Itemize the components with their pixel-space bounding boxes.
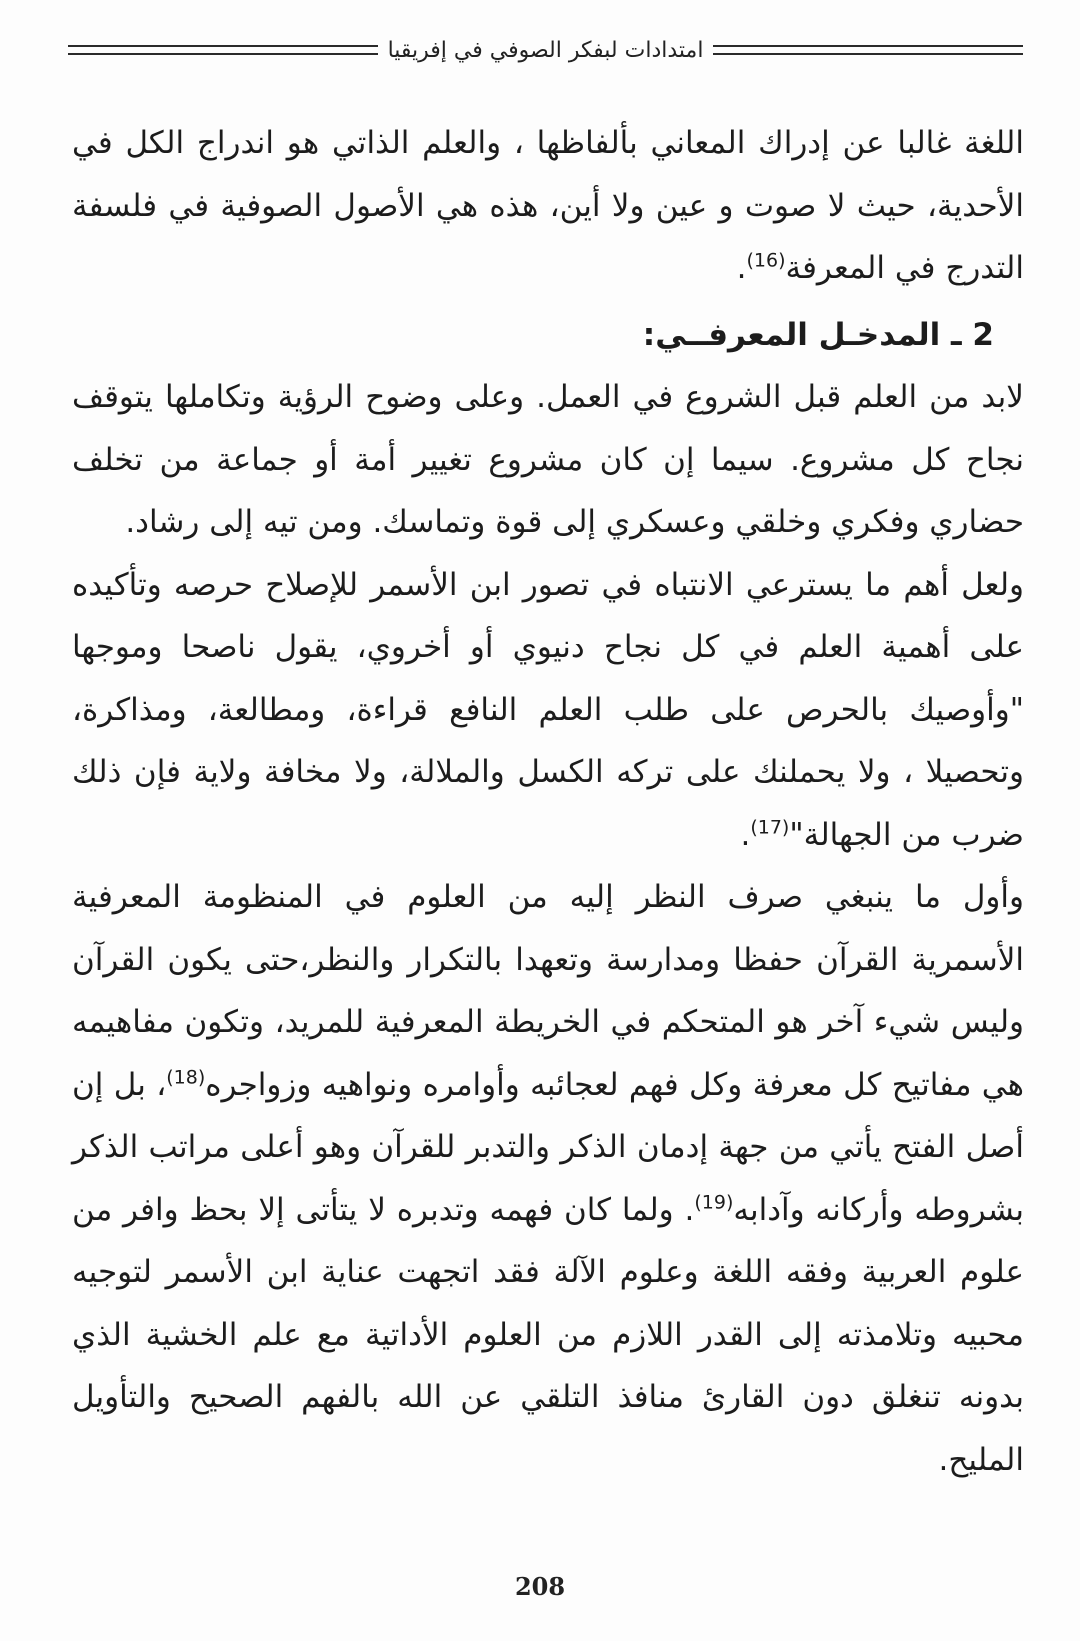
paragraph-4-part-3: . ولما كان فهمه وتدبره لا يتأتى إلا بحظ وافر من علوم العربية وفقه اللغة وعلوم الآلة فقد اتجهت عناية ابن الأسمر لتوجيه محبيه وتلامذته إلى القدر اللازم من العلوم الأداتية مع علم الخشية الذي بدونه تنغلق دون القارئ منافذ التلقي عن الله بالفهم الصحيح والتأويل المليح. bbox=[72, 1191, 1024, 1478]
body-text bbox=[72, 112, 1024, 1491]
paragraph-4-part-2: ، بل إن أصل الفتح يأتي من جهة إدمان الذكر والتدبر للقرآن وهو أعلى مراتب الذكر بشروطه وأركانه وآدابه bbox=[72, 1066, 1024, 1228]
section-heading: 2 ـ المدخـل المعرفــي: bbox=[642, 316, 994, 353]
footnote-ref-19: (19) bbox=[694, 1191, 734, 1214]
paragraph-1-end: . bbox=[736, 250, 747, 286]
running-header bbox=[68, 30, 1023, 70]
footnote-ref-16: (16) bbox=[746, 249, 786, 272]
paragraph-4 bbox=[72, 866, 1024, 1491]
footnote-ref-18: (18) bbox=[166, 1066, 206, 1089]
paragraph-3 bbox=[72, 554, 1024, 867]
footnote-ref-17: (17) bbox=[750, 816, 790, 839]
paragraph-4-part-1: وأول ما ينبغي صرف النظر إليه من العلوم في المنظومة المعرفية الأسمرية القرآن حفظا ومدارسة وتعهدا بالتكرار والنظر،حتى يكون القرآن وليس شيء آخر هو المتحكم في الخريطة المعرفية للمريد، وتكون مفاهيمه هي مفاتيح كل معرفة وكل فهم لعجائبه وأوامره ونواهيه وزواجره bbox=[72, 879, 1024, 1103]
running-header-title: امتدادات لبفكر الصوفي في إفريقيا bbox=[387, 37, 704, 63]
paragraph-3-text: ولعل أهم ما يسترعي الانتباه في تصور ابن الأسمر للإصلاح حرصه وتأكيده على أهمية العلم في كل نجاح دنيوي أو أخروي، يقول ناصحا وموجها "وأوصيك بالحرص على طلب العلم النافع قراءة، ومطالعة، ومذاكرة، وتحصيلا ، ولا يحملنك على تركه الكسل والملالة، ولا مخافة ولاية فإن ذلك ضرب من الجهالة" bbox=[72, 566, 1024, 853]
paragraph-2: لابد من العلم قبل الشروع في العمل. وعلى وضوح الرؤية وتكاملها يتوقف نجاح كل مشروع. سيما إن كان مشروع تغيير أمة أو جماعة من تخلف حضاري وفكري وخلقي وعسكري إلى قوة وتماسك. ومن تيه إلى رشاد. bbox=[72, 379, 1024, 540]
paragraph-1-text: اللغة غالبا عن إدراك المعاني بألفاظها ، والعلم الذاتي هو اندراج الكل في الأحدية، حيث لا صوت و عين ولا أين، هذه هي الأصول الصوفية في فلسفة التدرج في المعرفة bbox=[72, 125, 1024, 286]
paragraph-1 bbox=[72, 112, 1024, 300]
page-number: 208 bbox=[514, 1572, 566, 1601]
header-rule-right bbox=[713, 45, 1023, 55]
header-rule-left bbox=[68, 45, 378, 55]
paragraph-3-end: . bbox=[740, 816, 751, 853]
